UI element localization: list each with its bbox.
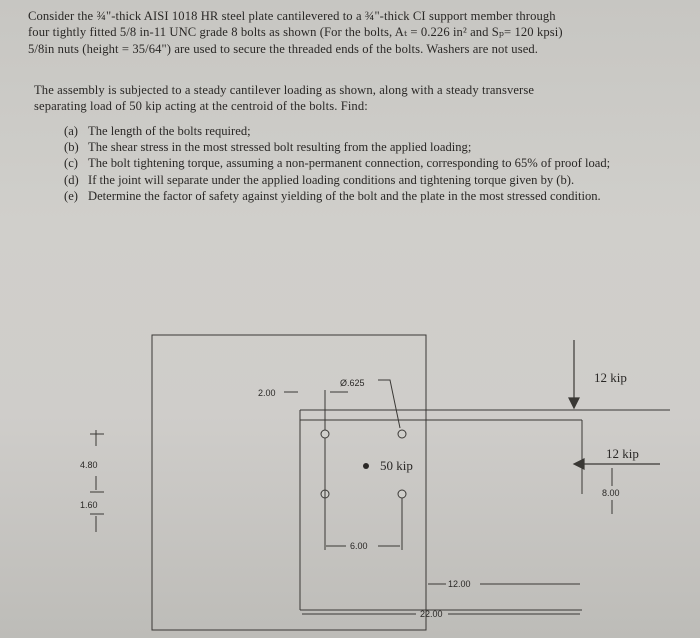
question-text: The bolt tightening torque, assuming a non-permanent connection, corresponding to 65% of proof load; bbox=[88, 155, 611, 170]
question-label: (d) bbox=[64, 173, 79, 188]
dimension-8-label: 8.00 bbox=[602, 488, 620, 498]
dimension-12-label: 12.00 bbox=[448, 579, 471, 589]
support-member-outline bbox=[152, 335, 426, 630]
problem-paragraph-1 bbox=[28, 8, 678, 57]
question-text: Determine the factor of safety against yielding of the bolt and the plate in the most stressed condition. bbox=[88, 189, 601, 204]
bolt-hole bbox=[321, 430, 329, 438]
vertical-load-label: 12 kip bbox=[594, 370, 627, 385]
bolt-hole bbox=[398, 490, 406, 498]
bolt-centroid-marker bbox=[363, 463, 369, 469]
text-line: The assembly is subjected to a steady cantilever loading as shown, along with a steady transverse bbox=[34, 83, 535, 97]
text-line: four tightly fitted 5/8 in-11 UNC grade 8 bolts as shown (For the bolts, Aₜ = 0.226 in² and Sₚ= 120 kpsi) bbox=[28, 25, 563, 40]
centroid-load-label: 50 kip bbox=[380, 458, 413, 473]
dimension-1-60-label: 1.60 bbox=[80, 500, 98, 510]
horizontal-load-arrowhead bbox=[574, 459, 584, 469]
question-text: The length of the bolts required; bbox=[88, 124, 251, 138]
horizontal-load-label: 12 kip bbox=[606, 446, 639, 461]
text-line: separating load of 50 kip acting at the centroid of the bolts. Find: bbox=[34, 99, 368, 114]
question-item-c bbox=[64, 156, 674, 172]
hole-diameter-label: Ø.625 bbox=[340, 378, 365, 388]
dimension-6-label: 6.00 bbox=[350, 541, 368, 551]
dimension-4-80-label: 4.80 bbox=[80, 460, 98, 470]
bolt-hole bbox=[398, 430, 406, 438]
question-text: The shear stress in the most stressed bolt resulting from the applied loading; bbox=[88, 139, 472, 154]
question-label: (e) bbox=[64, 189, 78, 204]
question-item-e bbox=[64, 189, 674, 205]
hole-diameter-leader bbox=[378, 380, 400, 428]
bolted-joint-diagram bbox=[0, 318, 700, 638]
text-line: 5/8in nuts (height = 35/64") are used to secure the threaded ends of the bolts. Washers are not used. bbox=[28, 41, 539, 56]
vertical-load-arrowhead bbox=[569, 398, 579, 408]
question-label: (c) bbox=[64, 155, 78, 170]
dimension-2-label: 2.00 bbox=[258, 388, 276, 398]
question-label: (b) bbox=[64, 139, 79, 154]
question-item-d bbox=[64, 173, 674, 189]
question-list bbox=[64, 124, 674, 205]
question-item-a bbox=[64, 124, 674, 140]
question-item-b bbox=[64, 140, 674, 156]
question-label: (a) bbox=[64, 124, 78, 138]
dimension-22-label: 22.00 bbox=[420, 609, 443, 619]
text-line: Consider the ¾"-thick AISI 1018 HR steel plate cantilevered to a ¾"-thick CI support member through bbox=[28, 9, 556, 23]
problem-paragraph-2 bbox=[34, 82, 674, 115]
question-text: If the joint will separate under the applied loading conditions and tightening torque given by (b). bbox=[88, 173, 575, 188]
